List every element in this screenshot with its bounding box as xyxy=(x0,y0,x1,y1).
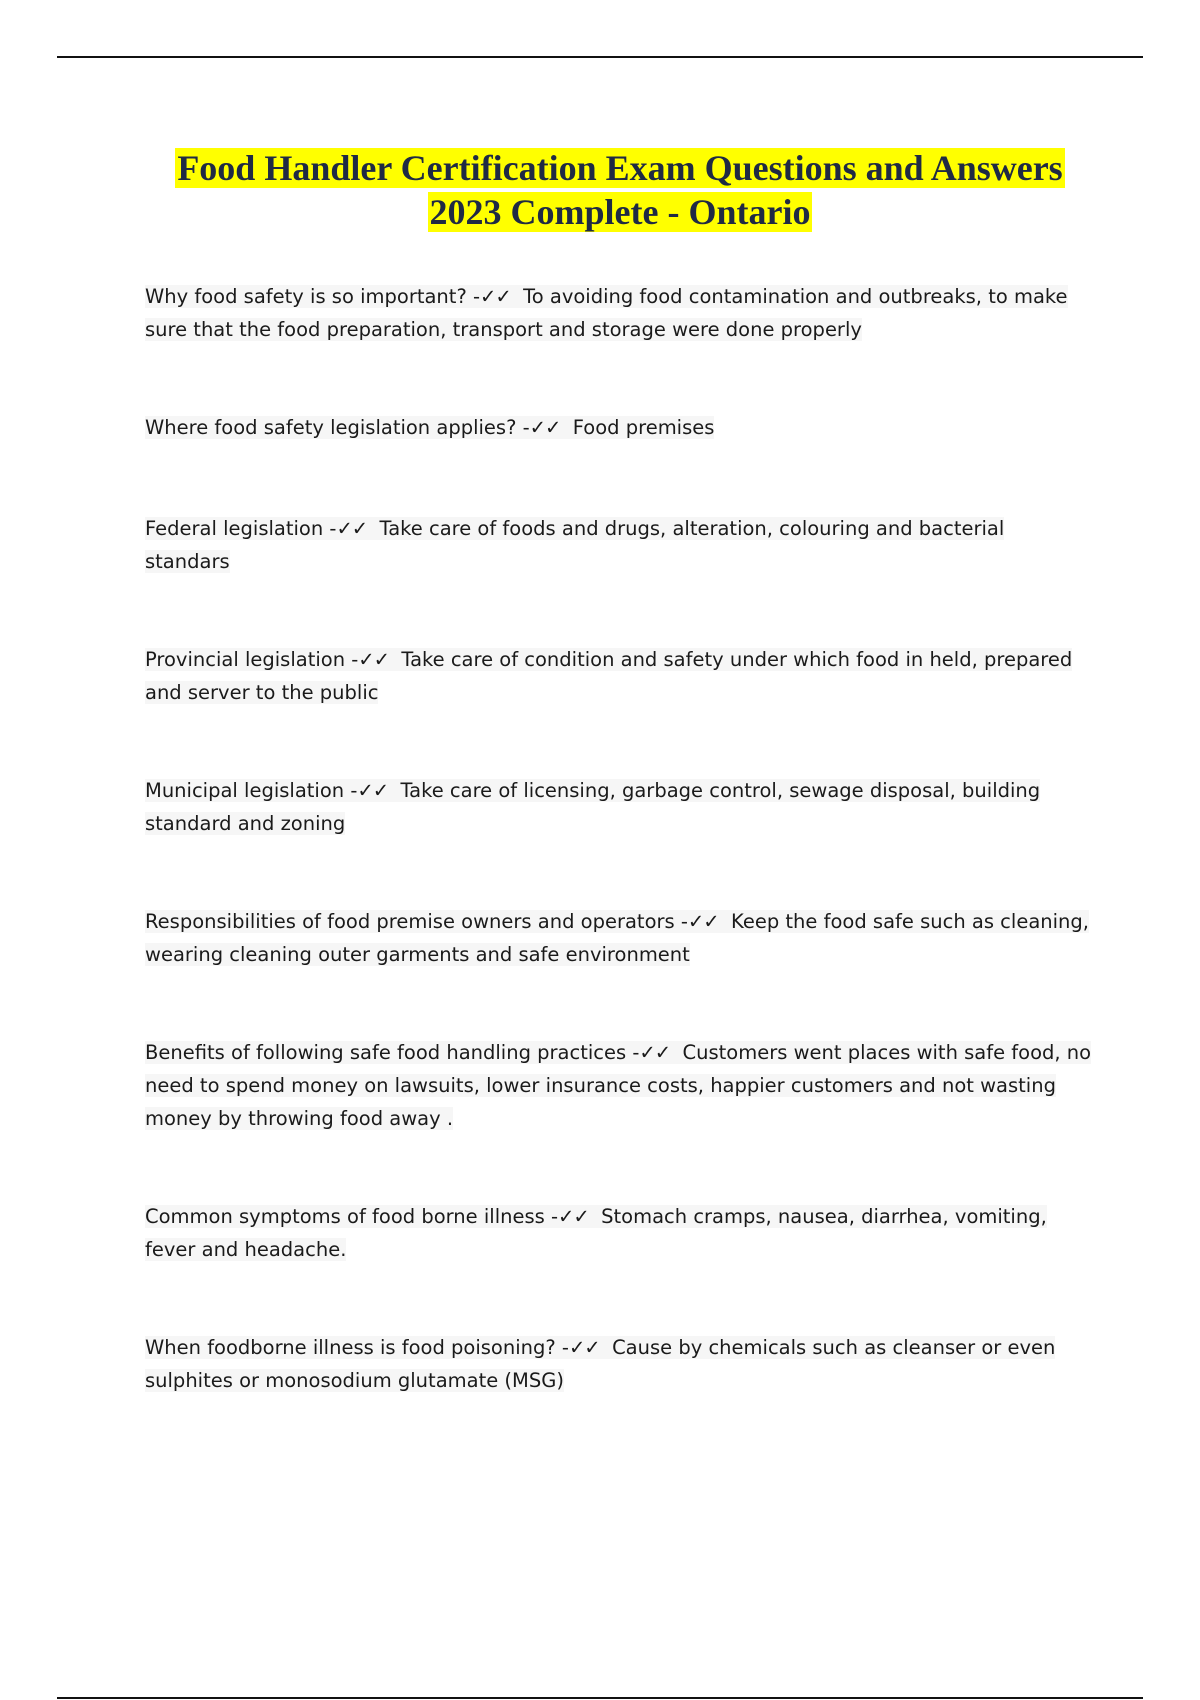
check-icon: ✓✓ xyxy=(568,1336,600,1359)
question-text: Responsibilities of food premise owners and operators xyxy=(145,910,675,933)
separator: - xyxy=(516,416,530,439)
separator: - xyxy=(544,1205,559,1228)
separator: - xyxy=(674,910,688,933)
answer-text: Cause by chemicals such as cleanser or even sulphites or monosodium glutamate (MSG) xyxy=(145,1336,1056,1392)
qa-item xyxy=(145,1331,1095,1397)
qa-item xyxy=(145,643,1095,709)
qa-item xyxy=(145,280,1095,346)
check-icon: ✓✓ xyxy=(480,285,511,308)
question-text: Federal legislation xyxy=(145,517,324,540)
qa-item xyxy=(145,512,1095,578)
qa-item xyxy=(145,411,714,444)
answer-text: Take care of condition and safety under which food in held, prepared and server to the public xyxy=(145,648,1073,704)
answer-text: Food premises xyxy=(572,416,715,439)
qa-item xyxy=(145,905,1095,971)
qa-item xyxy=(145,774,1095,840)
answer-text: Stomach cramps, nausea, diarrhea, vomiting, fever and headache. xyxy=(145,1205,1047,1261)
check-icon: ✓✓ xyxy=(529,416,561,439)
question-text: Why food safety is so important? xyxy=(145,285,467,308)
separator: - xyxy=(345,648,359,671)
top-rule xyxy=(57,56,1143,58)
document-title xyxy=(100,146,1140,234)
separator: - xyxy=(323,517,337,540)
question-text: Provincial legislation xyxy=(145,648,346,671)
check-icon: ✓✓ xyxy=(336,517,368,540)
answer-text: Customers went places with safe food, no need to spend money on lawsuits, lower insurance costs, happier customers and not wasting money by throwing food away . xyxy=(145,1041,1092,1130)
bottom-rule xyxy=(57,1697,1143,1699)
qa-item xyxy=(145,1036,1095,1135)
question-text: Common symptoms of food borne illness xyxy=(145,1205,545,1228)
separator: - xyxy=(626,1041,640,1064)
check-icon: ✓✓ xyxy=(358,648,389,671)
answer-text: Take care of foods and drugs, alteration, colouring and bacterial standars xyxy=(145,517,1005,573)
separator: - xyxy=(555,1336,569,1359)
answer-text: Keep the food safe such as cleaning, wearing cleaning outer garments and safe environment xyxy=(145,910,1089,966)
qa-item xyxy=(145,1200,1095,1266)
title-line-1: Food Handler Certification Exam Questions and Answers xyxy=(177,148,1063,188)
check-icon: ✓✓ xyxy=(687,910,719,933)
check-icon: ✓✓ xyxy=(639,1041,671,1064)
answer-text: To avoiding food contamination and outbreaks, to make sure that the food preparation, transport and storage were done properly xyxy=(145,285,1068,341)
title-line-2: 2023 Complete - Ontario xyxy=(429,192,811,232)
check-icon: ✓✓ xyxy=(558,1205,589,1228)
separator: - xyxy=(466,285,481,308)
question-text: Benefits of following safe food handling practices xyxy=(145,1041,627,1064)
separator: - xyxy=(344,779,358,802)
question-text: Where food safety legislation applies? xyxy=(145,416,517,439)
question-text: When foodborne illness is food poisoning? xyxy=(145,1336,556,1359)
answer-text: Take care of licensing, garbage control, sewage disposal, building standard and zoning xyxy=(145,779,1041,835)
check-icon: ✓✓ xyxy=(357,779,389,802)
question-text: Municipal legislation xyxy=(145,779,345,802)
